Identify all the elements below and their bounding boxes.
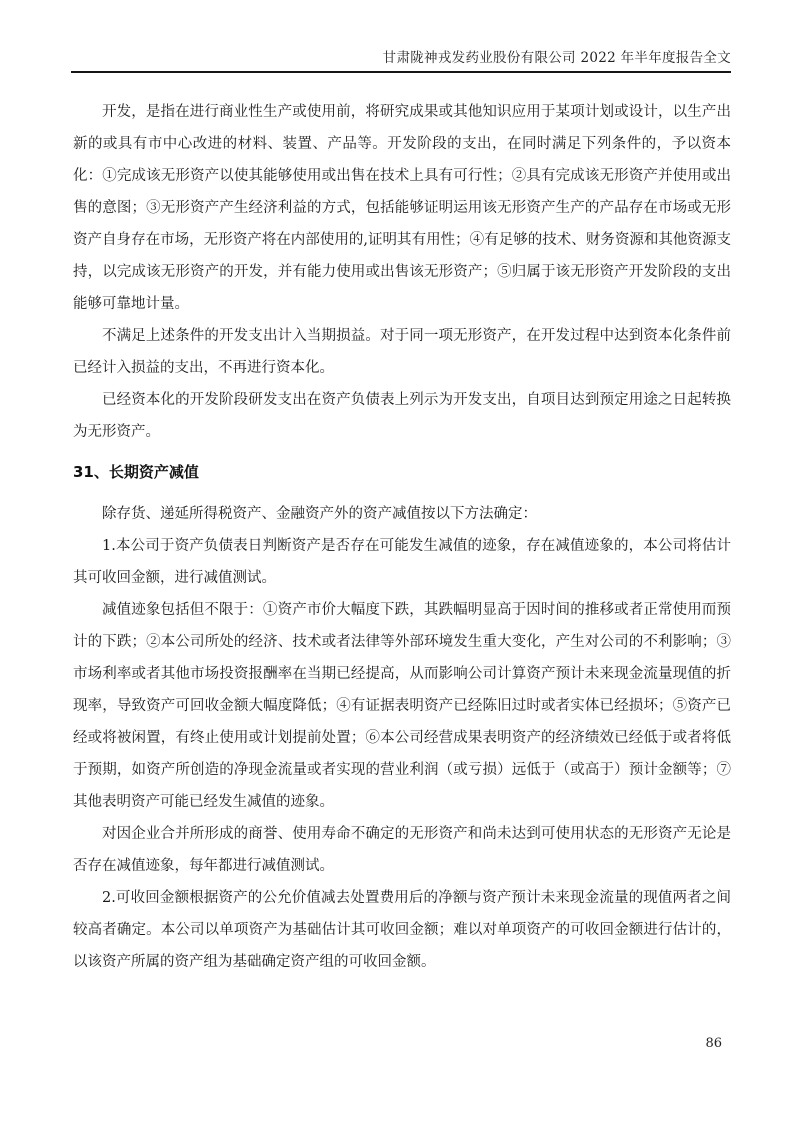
paragraph-impairment-indicators: 减值迹象包括但不限于：①资产市价大幅度下跌，其跌幅明显高于因时间的推移或者正常使用而预计的下跌；②本公司所处的经济、技术或者法律等外部环境发生重大变化，产生对公司的不利影响；③市场利率或者其他市场投资报酬率在当期已经提高，从而影响公司计算资产预计未来现金流量现值的折现率，导致资产可回收金额大幅度降低；④有证据表明资产已经陈旧过时或者实体已经损坏；⑤资产已经或将被闲置，有终止使用或计划提前处置；⑥本公司经营成果表明资产的经济绩效已经低于或者将低于预期，如资产所创造的净现金流量或者实现的营业利润（或亏损）远低于（或高于）预计金额等；⑦其他表明资产可能已经发生减值的迹象。 [73, 602, 731, 810]
page-content [73, 74, 731, 978]
paragraph-unmet-conditions-expense: 不满足上述条件的开发支出计入当期损益。对于同一项无形资产，在开发过程中达到资本化条件前已经计入损益的支出，不再进行资本化。 [73, 328, 731, 376]
report-header-title: 甘肃陇神戎发药业股份有限公司 2022 年半年度报告全文 [382, 50, 731, 66]
section-heading-31-long-term-asset-impairment: 31、长期资产减值 [73, 463, 199, 481]
paragraph-development-capitalization: 开发，是指在进行商业性生产或使用前，将研究成果或其他知识应用于某项计划或设计，以生产出新的或具有市中心改进的材料、装置、产品等。开发阶段的支出，在同时满足下列条件的，予以资本化：①完成该无形资产以使其能够使用或出售在技术上具有可行性；②具有完成该无形资产并使用或出售的意图；③无形资产产生经济利益的方式，包括能够证明运用该无形资产生产的产品存在市场或无形资产自身存在市场，无形资产将在内部使用的,证明其有用性；④有足够的技术、财务资源和其他资源支持，以完成该无形资产的开发，并有能力使用或出售该无形资产；⑤归属于该无形资产开发阶段的支出能够可靠地计量。 [73, 104, 731, 312]
paragraph-capitalized-rd-presentation: 已经资本化的开发阶段研发支出在资产负债表上列示为开发支出，自项目达到预定用途之日起转换为无形资产。 [73, 392, 731, 440]
paragraph-impairment-test: 1.本公司于资产负债表日判断资产是否存在可能发生减值的迹象，存在减值迹象的，本公司将估计其可收回金额，进行减值测试。 [73, 538, 731, 586]
header-divider [71, 71, 731, 73]
paragraph-recoverable-amount: 2.可收回金额根据资产的公允价值减去处置费用后的净额与资产预计未来现金流量的现值两者之间较高者确定。本公司以单项资产为基础估计其可收回金额；难以对单项资产的可收回金额进行估计的，以该资产所属的资产组为基础确定资产组的可收回金额。 [73, 890, 731, 970]
page-header [71, 0, 731, 73]
page-number: 86 [705, 1036, 722, 1051]
paragraph-goodwill-annual-test: 对因企业合并所形成的商誉、使用寿命不确定的无形资产和尚未达到可使用状态的无形资产无论是否存在减值迹象，每年都进行减值测试。 [73, 826, 731, 874]
paragraph-impairment-scope: 除存货、递延所得税资产、金融资产外的资产减值按以下方法确定： [102, 506, 537, 522]
